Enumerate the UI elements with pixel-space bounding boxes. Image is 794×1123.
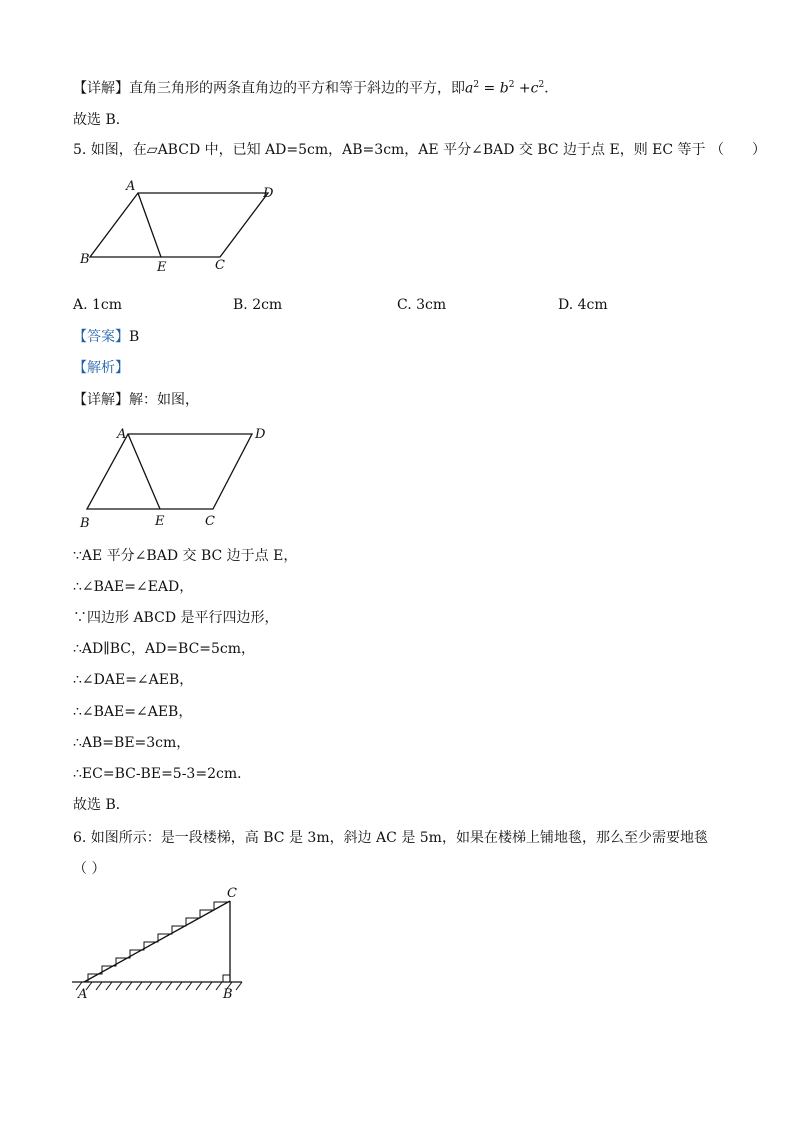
option-c: C. 3cm [397,297,447,313]
q6-stem: 6. 如图所示：是一段楼梯，高 BC 是 3m，斜边 AC 是 5m，如果在楼梯上铺地毯，那么至少需要地毯 [73,830,708,846]
q5-answer-line [73,328,139,346]
q6-staircase-figure [70,886,250,1006]
q6-bracket: （ ） [73,861,106,877]
right-angle-mark [223,975,230,982]
formula-eq: = [479,80,500,97]
option-b: B. 2cm [233,297,283,313]
step-3: ∵四边形 ABCD 是平行四边形， [73,610,279,626]
solution-label-c: C [205,514,215,529]
sup-a: 2 [473,80,480,90]
option-a: A. 1cm [73,297,123,313]
q5-stem: 5. 如图，在▱ABCD 中，已知 AD=5cm，AB=3cm，AE 平分∠BAD 交 BC 边于点 E，则 EC 等于 （ ） [73,142,767,158]
label-b: B [80,252,90,267]
q5-detail-line [73,391,199,409]
step-1: ∵AE 平分∠BAD 交 BC 边于点 E， [73,548,298,564]
solution-label-a: A [117,427,127,442]
answer-value: B [129,329,140,345]
stair-label-b: B [223,987,233,1002]
stair-label-a: A [78,987,88,1002]
solution-parallelogram-abcd [87,434,252,509]
label-e: E [157,260,167,275]
step-7: ∴AB=BE=3cm， [73,735,191,751]
step-2: ∴∠BAE=∠EAD， [73,579,194,595]
step-8: ∴EC=BC-BE=5-3=2cm． [73,766,252,782]
sup-c: 2 [538,80,545,90]
intro-text: 直角三角形的两条直角边的平方和等于斜边的平方，即 [129,80,465,97]
segment-ae [138,193,161,257]
formula-plus: + [514,80,531,97]
step-5: ∴∠DAE=∠AEB， [73,672,194,688]
answer-tag: 【答案】 [73,329,129,345]
formula-c: c [530,80,539,97]
q5-solution-figure [75,421,295,531]
intro-line [73,76,558,98]
parallelogram-abcd [90,193,268,257]
q4-answer: 故选 B． [73,112,130,128]
formula-end: ． [544,80,559,97]
label-a: A [126,179,136,194]
analysis-tag: 【解析】 [73,360,129,376]
stair-steps [88,902,230,982]
q5-parallelogram-figure [75,177,295,277]
stair-label-c: C [227,886,237,901]
solution-label-b: B [80,516,90,531]
option-d: D. 4cm [558,297,608,313]
step-6: ∴∠BAE=∠AEB， [73,704,193,720]
ground-hatching [76,982,242,990]
detail-tag-2: 【详解】 [73,392,129,408]
detail-tag: 【详解】 [73,80,129,97]
detail-text: 解：如图， [129,392,199,408]
label-d: D [263,186,274,201]
sup-b: 2 [508,80,515,90]
formula-b: b [499,80,509,97]
label-c: C [215,258,225,273]
step-4: ∴AD∥BC，AD=BC=5cm， [73,641,256,657]
formula-a: a [465,80,474,97]
solution-segment-ae [128,434,160,509]
solution-label-d: D [255,427,266,442]
solution-label-e: E [155,514,165,529]
q5-conclusion: 故选 B． [73,797,130,813]
